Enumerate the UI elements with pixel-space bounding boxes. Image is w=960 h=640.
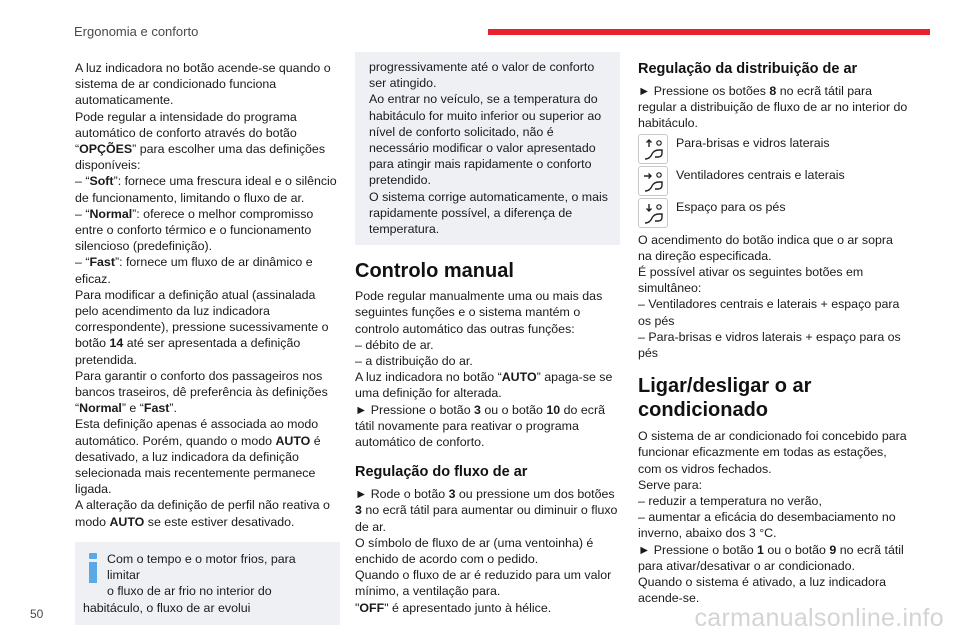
paragraph: Quando o sistema é ativado, a luz indicadora acende-se.: [638, 575, 886, 606]
paragraph: A alteração da definição de perfil não reativa o modo AUTO se este estiver desativado.: [75, 498, 330, 529]
paragraph: Esta definição apenas é associada ao modo automático. Porém, quando o modo AUTO é desativado, a luz indicadora da definição selecionada mais recentemente permanece ligada.: [75, 417, 321, 497]
paragraph: Pode regular a intensidade do programa automático de conforto através do botão “OPÇÕES” para escolher uma das definições disponíveis:: [75, 109, 326, 173]
column-right: [638, 60, 910, 606]
instruction-step: ► Pressione os botões 8 no ecrã tátil para regular a distribuição de fluxo de ar no interior do habitáculo.: [638, 84, 908, 131]
tip-text: Com o tempo e o motor frios, para limitar: [107, 551, 296, 583]
central-vents-airflow-icon: [638, 166, 668, 196]
page-header-title: Ergonomia e conforto: [74, 24, 199, 39]
paragraph: A luz indicadora no botão “AUTO” apaga-se se uma definição for alterada.: [355, 370, 613, 401]
tip-text: habitáculo, o fluxo de ar evolui: [83, 600, 251, 615]
paragraph: O acendimento do botão indica que o ar sopra na direção especificada.: [638, 232, 893, 263]
list-item: – Para-brisas e vidros laterais + espaço para os pés: [638, 329, 901, 361]
icon-label: Para-brisas e vidros laterais: [676, 135, 830, 150]
subheading-airflow: Regulação do fluxo de ar: [355, 464, 528, 481]
column-left: [75, 60, 340, 625]
icon-label: Espaço para os pés: [676, 199, 786, 214]
page-number: 50: [30, 607, 44, 621]
instruction-step: ► Pressione o botão 1 ou o botão 9 no ecrã tátil para ativar/desativar o ar condicionado.: [638, 542, 904, 573]
paragraph: Pode regular manualmente uma ou mais das seguintes funções e o sistema mantém o controlo automático das outras funções:: [355, 289, 603, 336]
info-text: O sistema corrige automaticamente, o mais rapidamente possível, a diferença de temperatura.: [369, 189, 608, 237]
list-item: – Ventiladores centrais e laterais + espaço para os pés: [638, 297, 900, 328]
watermark: carmanualsonline.info: [694, 604, 944, 632]
header-accent-bar: [488, 29, 930, 35]
list-item: – débito de ar.: [355, 337, 434, 352]
paragraph: "OFF" é apresentado junto à hélice.: [355, 600, 552, 615]
subheading-air-distribution: Regulação da distribuição de ar: [638, 61, 858, 77]
tip-box: [75, 542, 340, 625]
list-item: – a distribuição do ar.: [355, 354, 473, 369]
paragraph: Para garantir o conforto dos passageiros nos bancos traseiros, dê preferência às definições “Normal” e “Fast”.: [75, 368, 328, 416]
paragraph: O símbolo de fluxo de ar (uma ventoinha) é enchido de acordo com o pedido.: [355, 535, 594, 567]
paragraph: Serve para:: [638, 477, 703, 492]
list-item: – aumentar a eficácia do desembaciamento no inverno, abaixo dos 3 °C.: [638, 510, 896, 541]
instruction-step: ► Rode o botão 3 ou pressione um dos botões 3 no ecrã tátil para aumentar ou diminuir o fluxo de ar.: [355, 487, 618, 534]
distribution-option-footwell: [638, 198, 910, 228]
info-box-continued: [355, 52, 620, 245]
tip-text: o fluxo de ar frio no interior do: [107, 584, 272, 599]
windscreen-airflow-icon: [638, 134, 668, 164]
column-middle: [345, 52, 620, 616]
instruction-step: ► Pressione o botão 3 ou o botão 10 do ecrã tátil novamente para reativar o programa automático de conforto.: [355, 402, 605, 450]
icon-label: Ventiladores centrais e laterais: [676, 167, 845, 182]
distribution-option-windscreen: [638, 134, 910, 164]
list-item: – “Normal”: oferece o melhor compromisso entre o conforto térmico e o funcionamento silencioso (predefinição).: [75, 206, 314, 254]
info-text: progressivamente até o valor de conforto ser atingido.: [369, 60, 595, 91]
footwell-airflow-icon: [638, 198, 668, 228]
section-heading-manual-control: Controlo manual: [355, 260, 514, 283]
section-heading-air-conditioning: Ligar/desligar o ar condicionado: [638, 375, 812, 422]
paragraph: É possível ativar os seguintes botões em simultâneo:: [638, 265, 864, 296]
paragraph: A luz indicadora no botão acende-se quando o sistema de ar condicionado funciona automaticamente.: [75, 61, 331, 108]
paragraph: Quando o fluxo de ar é reduzido para um valor mínimo, a ventilação para.: [355, 568, 612, 599]
distribution-option-central-vents: [638, 166, 910, 196]
list-item: – “Soft”: fornece uma frescura ideal e o silêncio de funcionamento, limitando o fluxo de ar.: [75, 174, 337, 205]
list-item: – reduzir a temperatura no verão,: [638, 494, 822, 509]
info-text: Ao entrar no veículo, se a temperatura do habitáculo for muito inferior ou superior ao nível de conforto solicitado, não é necessário modificar o valor apresentado para atingir mais rapidamente o conforto pretendido.: [369, 92, 602, 188]
info-icon: [86, 553, 100, 583]
list-item: – “Fast”: fornece um fluxo de ar dinâmico e eficaz.: [75, 255, 313, 286]
paragraph: O sistema de ar condicionado foi concebido para funcionar eficazmente em todas as estações, com os vidros fechados.: [638, 429, 907, 476]
paragraph: Para modificar a definição atual (assinalada pelo acendimento da luz indicadora correspondente), pressione sucessivamente o botão 14 até ser apresentada a definição pretendida.: [75, 287, 329, 367]
